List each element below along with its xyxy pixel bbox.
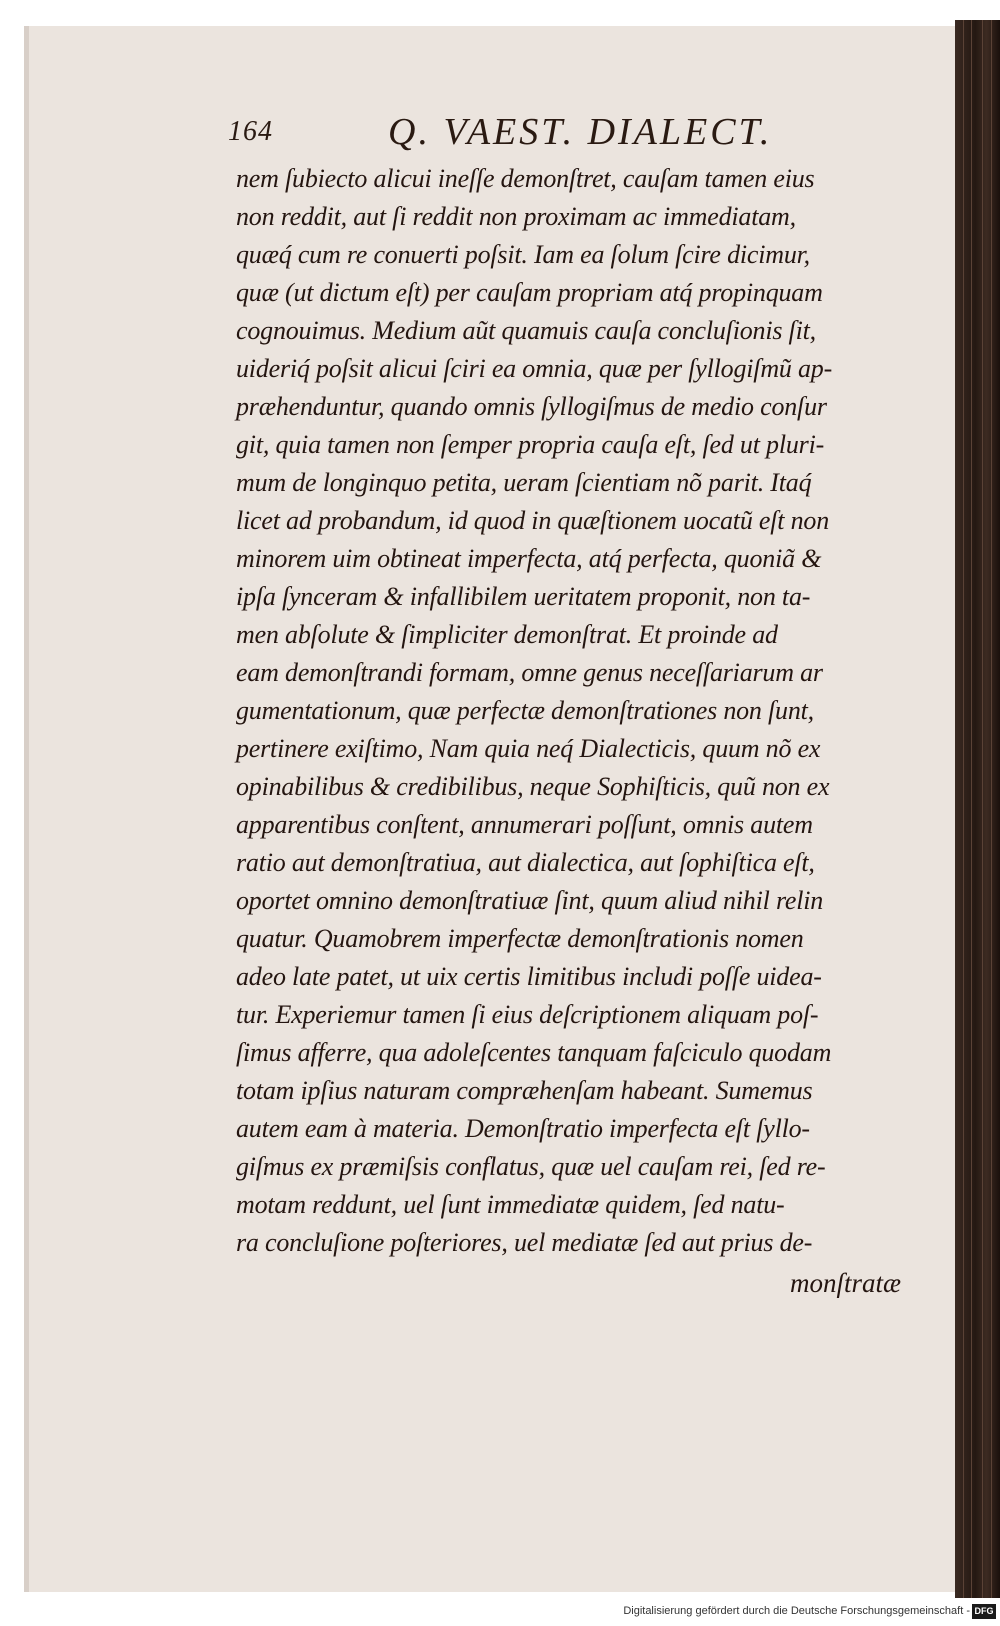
text-line: eam demonſtrandi formam, omne genus neceſſariarum ar: [236, 658, 823, 687]
body-text: [236, 160, 936, 1262]
text-line: men abſolute & ſimpliciter demonſtrat. Et proinde ad: [236, 620, 778, 649]
text-line: opinabilibus & credibilibus, neque Sophiſticis, quũ non ex: [236, 772, 830, 801]
text-line: tur. Experiemur tamen ſi eius deſcriptionem aliquam poſ-: [236, 1000, 819, 1029]
text-line: quatur. Quamobrem imperfectæ demonſtrationis nomen: [236, 924, 804, 953]
text-line: adeo late patet, ut uix certis limitibus includi poſſe uidea-: [236, 962, 822, 991]
page-header: [228, 110, 928, 158]
text-line: licet ad probandum, id quod in quæſtionem uocatũ eſt non: [236, 506, 830, 535]
text-line: autem eam à materia. Demonſtratio imperfecta eſt ſyllo-: [236, 1114, 810, 1143]
text-line: pertinere exiſtimo, Nam quia neq́ Dialecticis, quum nõ ex: [236, 734, 821, 763]
text-line: nem ſubiecto alicui ineſſe demonſtret, cauſam tamen eius: [236, 164, 815, 193]
text-line: ra concluſione poſteriores, uel mediatæ ſed aut prius de-: [236, 1228, 813, 1257]
footer-bar: [0, 1600, 1000, 1626]
text-line: oportet omnino demonſtratiuæ ſint, quum aliud nihil relin: [236, 886, 824, 915]
text-line: cognouimus. Medium aũt quamuis cauſa concluſionis ſit,: [236, 316, 816, 345]
text-line: gumentationum, quæ perfectæ demonſtrationes non ſunt,: [236, 696, 814, 725]
catchword: monſtratæ: [790, 1268, 902, 1298]
text-line: uideriq́ poſsit alicui ſciri ea omnia, quæ per ſyllogiſmũ ap-: [236, 354, 833, 383]
text-line: mum de longinquo petita, ueram ſcientiam nõ parit. Itaq́: [236, 468, 812, 497]
page-block-edge: [955, 20, 1000, 1598]
text-line: motam reddunt, uel ſunt immediatæ quidem, ſed natu-: [236, 1190, 785, 1219]
text-line: apparentibus conſtent, annumerari poſſunt, omnis autem: [236, 810, 813, 839]
text-line: præhenduntur, quando omnis ſyllogiſmus de medio conſur: [236, 392, 827, 421]
text-line: totam ipſius naturam compræhenſam habeant. Sumemus: [236, 1076, 813, 1105]
text-line: ſimus afferre, qua adoleſcentes tanquam faſciculo quodam: [236, 1038, 832, 1067]
text-line: minorem uim obtineat imperfecta, atq́ perfecta, quoniã &: [236, 544, 822, 573]
text-line: non reddit, aut ſi reddit non proximam ac immediatam,: [236, 202, 796, 231]
running-title: Q. VAEST. DIALECT.: [388, 111, 773, 153]
dfg-logo: DFG: [972, 1604, 996, 1619]
text-line: quæ (ut dictum eſt) per cauſam propriam atq́ propinquam: [236, 278, 823, 307]
text-line: giſmus ex præmiſsis conflatus, quæ uel cauſam rei, ſed re-: [236, 1152, 826, 1181]
footer-credit: Digitalisierung gefördert durch die Deutsche Forschungsgemeinschaft -: [623, 1605, 970, 1617]
text-line: ipſa ſynceram & infallibilem ueritatem proponit, non ta-: [236, 582, 811, 611]
text-line: quæq́ cum re conuerti poſsit. Iam ea ſolum ſcire dicimur,: [236, 240, 810, 269]
text-line: git, quia tamen non ſemper propria cauſa eſt, ſed ut pluri-: [236, 430, 825, 459]
page-number: 164: [228, 116, 273, 147]
text-line: ratio aut demonſtratiua, aut dialectica, aut ſophiſtica eſt,: [236, 848, 815, 877]
